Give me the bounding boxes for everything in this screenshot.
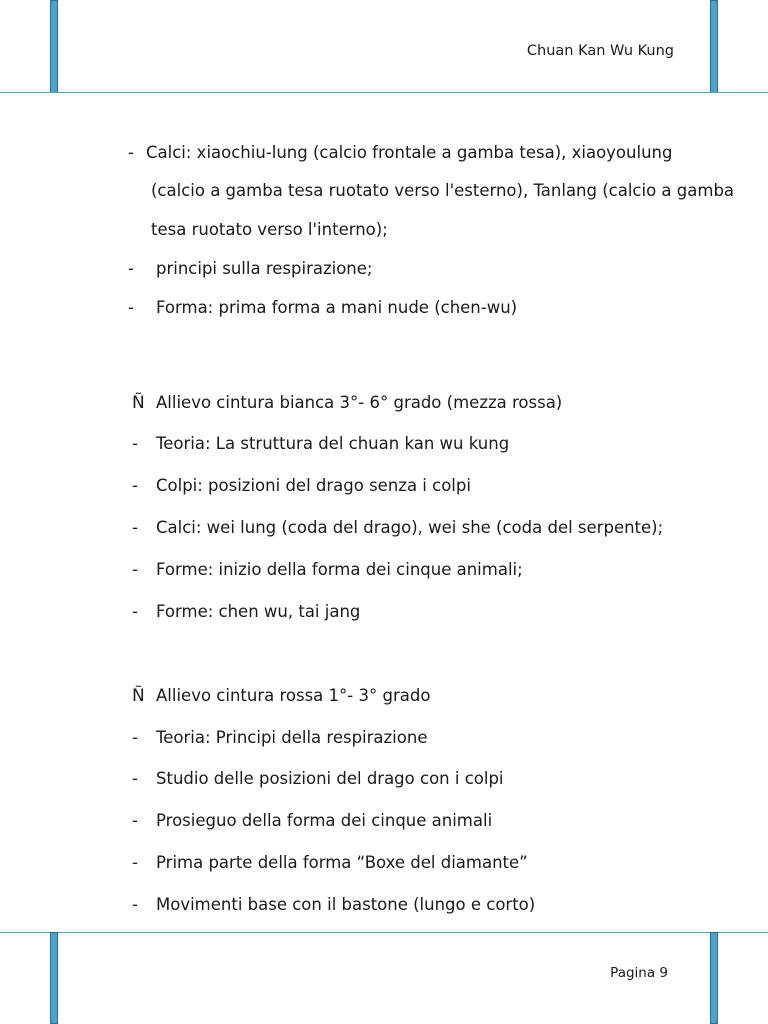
list-item-text: Studio delle posizioni del drago con i colpi — [156, 769, 504, 788]
bullet-dash: - — [128, 143, 134, 162]
bullet-dash: - — [132, 853, 138, 872]
list-item-text: Calci: xiaochiu-lung (calcio frontale a gamba tesa), xiaoyoulung — [146, 143, 673, 162]
footer-right-bar — [710, 932, 718, 1024]
header-rule — [0, 92, 768, 93]
bullet-dash: - — [132, 602, 138, 621]
bullet-dash: - — [132, 895, 138, 914]
bullet-dash: - — [132, 811, 138, 830]
header-right-bar — [710, 0, 718, 93]
list-item-text: Forma: prima forma a mani nude (chen-wu) — [156, 298, 518, 317]
list-item-text: Teoria: La struttura del chuan kan wu kung — [156, 434, 510, 453]
list-item-text: Prima parte della forma “Boxe del diamante” — [156, 853, 528, 872]
section-bullet-glyph: Ñ — [132, 686, 145, 706]
list-item-text: Teoria: Principi della respirazione — [156, 728, 428, 747]
list-item-text: Forme: chen wu, tai jang — [156, 602, 361, 621]
footer-rule — [0, 932, 768, 933]
list-item-text: Calci: wei lung (coda del drago), wei she (coda del serpente); — [156, 518, 664, 537]
page-number: Pagina 9 — [610, 965, 668, 981]
list-item-text: (calcio a gamba tesa ruotato verso l'esterno), Tanlang (calcio a gamba — [151, 181, 735, 200]
section-heading: Allievo cintura bianca 3°- 6° grado (mezza rossa) — [156, 393, 563, 412]
header-title: Chuan Kan Wu Kung — [526, 43, 674, 59]
bullet-dash: - — [132, 560, 138, 579]
list-item-text: Prosieguo della forma dei cinque animali — [156, 811, 493, 830]
bullet-dash: - — [128, 259, 134, 278]
bullet-dash: - — [132, 434, 138, 453]
list-item-text: principi sulla respirazione; — [156, 259, 373, 278]
list-item-text: tesa ruotato verso l'interno); — [151, 220, 388, 239]
section-heading: Allievo cintura rossa 1°- 3° grado — [156, 686, 431, 705]
section-bullet-glyph: Ñ — [132, 393, 145, 413]
list-item-text: Colpi: posizioni del drago senza i colpi — [156, 476, 471, 495]
bullet-dash: - — [132, 728, 138, 747]
bullet-dash: - — [132, 476, 138, 495]
bullet-dash: - — [128, 298, 134, 317]
list-item-text: Forme: inizio della forma dei cinque animali; — [156, 560, 523, 579]
bullet-dash: - — [132, 769, 138, 788]
header-left-bar — [50, 0, 58, 93]
bullet-dash: - — [132, 518, 138, 537]
footer-left-bar — [50, 932, 58, 1024]
list-item-text: Movimenti base con il bastone (lungo e corto) — [156, 895, 536, 914]
